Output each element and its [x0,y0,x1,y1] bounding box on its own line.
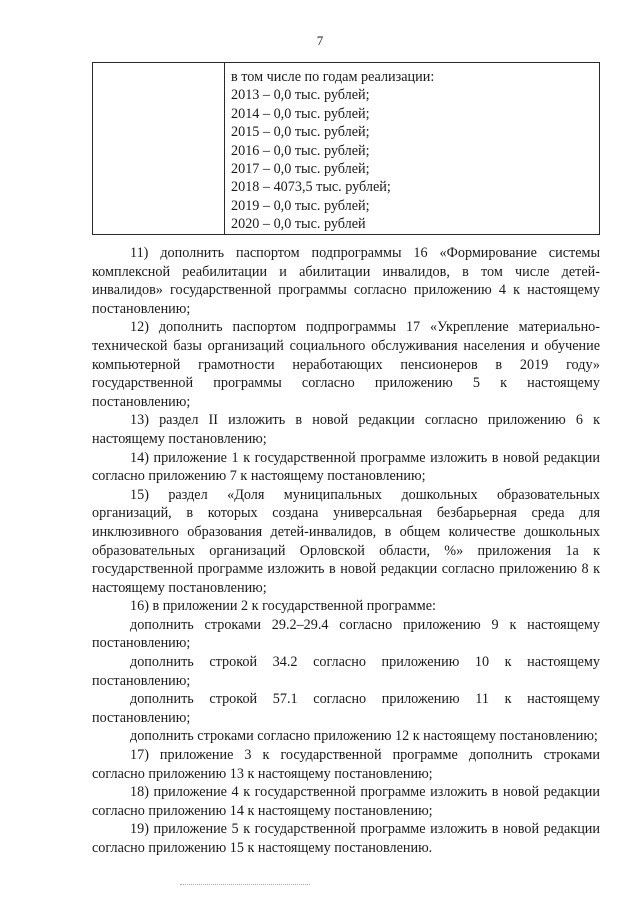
page-number: 7 [316,33,324,48]
funding-year-line: 2018 – 4073,5 тыс. рублей; [231,179,391,196]
paragraph-item-15: 15) раздел «Доля муниципальных дошкольных образовательных организаций, в которых создана универсальная безбарьерная среда для инклюзивного образования детей-инвалидов, в общем количестве дошкольных образовательных организаций Орловской области, %» приложения 1а к государственной программе изложить в новой редакции согласно приложению 8 к настоящему постановлению; [92,486,600,596]
funding-header: в том числе по годам реализации: [231,69,435,85]
paragraph-item-16: 16) в приложении 2 к государственной программе: [130,598,436,615]
funding-year-line: 2019 – 0,0 тыс. рублей; [231,197,370,214]
document-body [92,244,600,858]
table-cell-funding [225,63,600,235]
funding-year-line: 2017 – 0,0 тыс. рублей; [231,161,370,178]
table-cell-empty [93,63,225,235]
paragraph-subitem: дополнить строкой 57.1 согласно приложению 11 к настоящему постановлению; [92,691,600,726]
paragraph-subitem: дополнить строкой 34.2 согласно приложению 10 к настоящему постановлению; [92,654,600,689]
funding-table [92,62,600,235]
paragraph-subitem: дополнить строками согласно приложению 12 к настоящему постановлению; [130,728,598,745]
footer-divider [180,884,310,885]
paragraph-item-19: 19) приложение 5 к государственной программе изложить в новой редакции согласно приложению 15 к настоящему постановлению. [92,821,600,856]
funding-year-line: 2015 – 0,0 тыс. рублей; [231,124,370,141]
paragraph-item-12: 12) дополнить паспортом подпрограммы 17 «Укрепление материально-технической базы организаций социального обслуживания населения и обучение компьютерной грамотности неработающих пенсионеров в 2019 году» государственной программы согласно приложению 5 к настоящему постановлению; [92,319,600,410]
funding-year-line: 2020 – 0,0 тыс. рублей [231,216,366,233]
funding-year-line: 2016 – 0,0 тыс. рублей; [231,142,370,159]
paragraph-item-13: 13) раздел II изложить в новой редакции согласно приложению 6 к настоящему постановлению; [92,412,600,447]
table-row [93,63,600,235]
paragraph-item-17: 17) приложение 3 к государственной программе дополнить строками согласно приложению 13 к настоящему постановлению; [92,747,600,782]
funding-year-line: 2014 – 0,0 тыс. рублей; [231,105,370,122]
paragraph-subitem: дополнить строками 29.2–29.4 согласно приложению 9 к настоящему постановлению; [92,616,600,652]
funding-year-line: 2013 – 0,0 тыс. рублей; [231,87,370,104]
paragraph-item-18: 18) приложение 4 к государственной программе изложить в новой редакции согласно приложению 14 к настоящему постановлению; [92,784,600,819]
paragraph-item-14: 14) приложение 1 к государственной программе изложить в новой редакции согласно приложению 7 к настоящему постановлению; [92,449,600,485]
paragraph-item-11: 11) дополнить паспортом подпрограммы 16 «Формирование системы комплексной реабилитации и абилитации инвалидов, в том числе детей-инвалидов» государственной программы согласно приложению 4 к настоящему постановлению; [92,245,600,317]
